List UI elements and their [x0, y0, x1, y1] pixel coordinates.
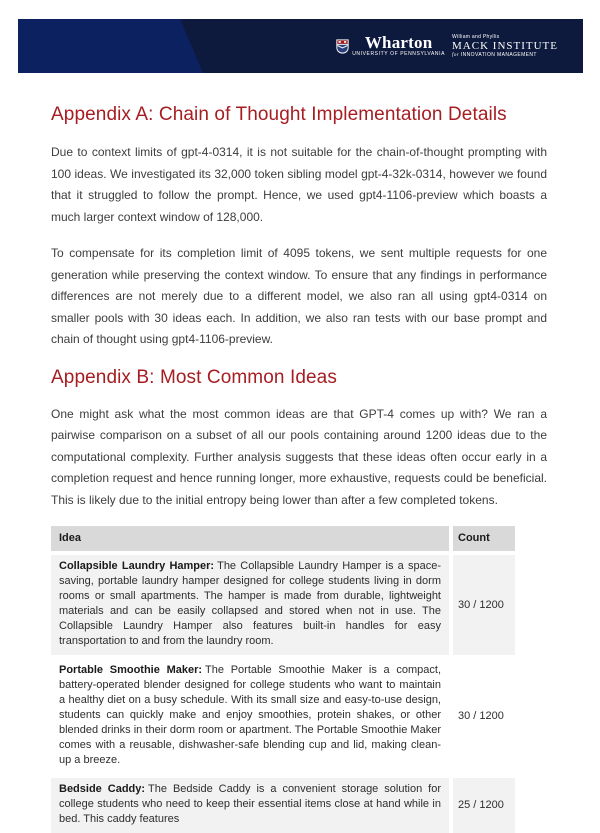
university-of-pennsylvania-label: UNIVERSITY OF PENNSYLVANIA — [352, 51, 446, 57]
common-ideas-table — [51, 526, 515, 833]
wharton-logo-block — [336, 35, 445, 57]
appendix-b-paragraph-1: One might ask what the most common ideas are that GPT-4 comes up with? We ran a pairwise comparison on a subset of all our pools containing around 1200 ideas due to the computational complexity. Further analysis suggests that these ideas often occur early in a completion request and hence running longer, more exhaustive, requests could be beneficial. This is likely due to the initial entropy being lower than after a few completed tokens. — [51, 406, 547, 507]
table-row — [51, 555, 515, 655]
idea-column-header: Idea — [51, 526, 449, 551]
wharton-mack-logo — [336, 19, 558, 73]
idea-term: Collapsible Laundry Hamper: — [59, 560, 215, 572]
mack-subtitle-for: for — [452, 53, 460, 58]
penn-shield-icon — [336, 39, 349, 54]
mack-institute-donors-label: William and Phyllis — [452, 34, 500, 40]
page-content — [51, 103, 547, 833]
banner-diagonal-accent — [18, 19, 223, 73]
mack-institute-subtitle — [452, 53, 558, 58]
count-cell: 30 / 1200 — [453, 555, 515, 655]
idea-term: Bedside Caddy: — [59, 783, 146, 795]
wharton-wordmark: Wharton — [364, 33, 433, 52]
count-column-header: Count — [453, 526, 515, 551]
appendix-b-title: Appendix B: Most Common Ideas — [51, 366, 337, 388]
idea-cell — [51, 659, 449, 774]
idea-description: The Bedside Caddy is a convenient storage solution for college students who need to keep their essential items close at hand while in bed. This caddy features — [59, 783, 441, 825]
count-cell: 25 / 1200 — [453, 778, 515, 833]
wharton-text-block — [352, 35, 445, 57]
mack-institute-block — [452, 34, 558, 58]
idea-description: The Collapsible Laundry Hamper is a space-saving, portable laundry hamper designed for college students living in dorm rooms or small apartments. The hamper is made from durable, lightweight materials and can be easily collapsed and stored when not in use. The Collapsible Laundry Hamper also features built-in handles for easy transportation to and from the laundry room. — [59, 560, 441, 647]
mack-institute-name: MACK INSTITUTE — [452, 40, 558, 52]
header-banner — [18, 19, 583, 73]
table-row — [51, 659, 515, 774]
mack-subtitle-text: INNOVATION MANAGEMENT — [460, 52, 537, 58]
idea-cell — [51, 778, 449, 833]
appendix-a-paragraph-2: To compensate for its completion limit of 4095 tokens, we sent multiple requests for one generation while preserving the context window. To ensure that any findings in performance differences are not merely due to a different model, we also ran all using gpt4-0314 on smaller pools with 30 ideas each. In addition, we also ran tests with our base prompt and chain of thought using gpt4-1106-preview. — [51, 246, 547, 346]
count-cell: 30 / 1200 — [453, 659, 515, 774]
idea-term: Portable Smoothie Maker: — [59, 664, 203, 676]
idea-cell — [51, 555, 449, 655]
appendix-a-paragraph-1: Due to context limits of gpt-4-0314, it is not suitable for the chain-of-thought prompting with 100 ideas. We investigated its 32,000 token sibling model gpt-4-32k-0314, however we found that it struggled to follow the prompt. Hence, we used gpt4-1106-preview which boasts a much larger context window of 128,000. — [51, 145, 547, 224]
table-row — [51, 778, 515, 833]
table-header-row — [51, 526, 515, 551]
idea-description: The Portable Smoothie Maker is a compact, battery-operated blender designed for college students who want to maintain a healthy diet on a busy schedule. With its small size and easy-to-use design, students can quickly make and enjoy smoothies, protein shakes, or other blended drinks in their dorm room or apartment. The Portable Smoothie Maker comes with a reusable, dishwasher-safe blending cup and lid, making clean-up a breeze. — [59, 664, 441, 766]
appendix-a-title: Appendix A: Chain of Thought Implementation Details — [51, 104, 507, 125]
